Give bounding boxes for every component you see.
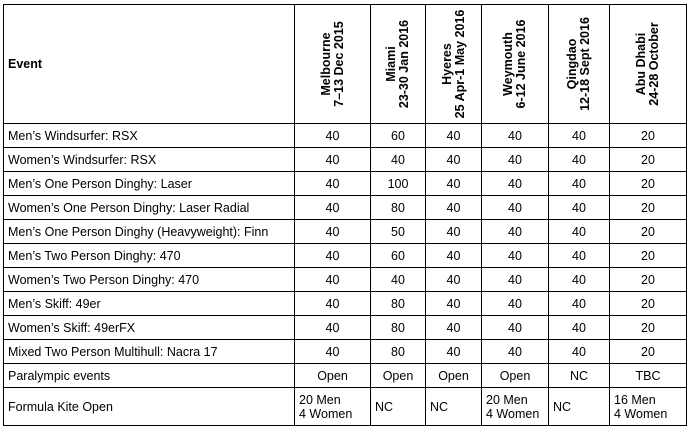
table-row [4,268,687,292]
table-row [4,172,687,196]
quota-cell [549,388,610,426]
quota-cell: 40 [482,148,549,172]
venue-name: Abu Dhabi [634,32,648,96]
quota-cell: 20 [610,124,687,148]
table-row [4,340,687,364]
quota-line: 4 Women [614,406,668,421]
quota-cell: 40 [371,268,426,292]
quota-cell: 40 [426,196,482,220]
quota-cell: 40 [549,268,610,292]
quota-cell: 20 [610,340,687,364]
venue-header-weymouth [482,5,549,124]
quota-cell: 40 [482,124,549,148]
quota-cell: 40 [426,172,482,196]
table-row [4,292,687,316]
quota-line: 16 Men [614,392,656,407]
venue-dates: 23-30 Jan 2016 [397,19,411,109]
quota-cell [426,388,482,426]
quota-cell: 40 [295,244,371,268]
quota-cell: 40 [295,148,371,172]
quota-cell: 40 [426,124,482,148]
quota-cell: 40 [549,220,610,244]
venue-header-melbourne [295,5,371,124]
event-name-cell: Women’s Skiff: 49erFX [4,316,295,340]
quota-cell: NC [549,364,610,388]
venue-name: Melbourne [318,32,333,96]
quota-cell: 40 [549,292,610,316]
quota-cell: 40 [295,292,371,316]
event-name-cell: Paralympic events [4,364,295,388]
venue-name: Weymouth [501,32,515,96]
quota-cell: 40 [549,124,610,148]
table-row [4,364,687,388]
quota-cell: TBC [610,364,687,388]
event-name-cell: Women’s One Person Dinghy: Laser Radial [4,196,295,220]
quota-cell: 40 [295,316,371,340]
event-column-header: Event [4,5,295,124]
header-row [4,5,687,124]
venue-dates: 7–13 Dec 2015 [331,21,346,107]
table-row [4,148,687,172]
table-row [4,388,687,426]
quota-line: NC [553,399,572,414]
quota-cell: 40 [482,316,549,340]
venue-dates: 6-12 June 2016 [514,19,528,109]
quota-cell [295,388,371,426]
quota-cell: 40 [295,340,371,364]
quota-cell [482,388,549,426]
quota-cell: 40 [482,196,549,220]
quota-cell: Open [371,364,426,388]
quota-line: 4 Women [299,406,353,421]
table-row [4,244,687,268]
event-name-cell: Men’s Two Person Dinghy: 470 [4,244,295,268]
quota-cell: 20 [610,220,687,244]
quota-cell: 80 [371,316,426,340]
events-table [3,4,687,426]
venue-header-qingdao [549,5,610,124]
quota-cell: 40 [295,268,371,292]
event-name-cell: Men’s One Person Dinghy: Laser [4,172,295,196]
event-name-cell: Women’s Two Person Dinghy: 470 [4,268,295,292]
table-row [4,316,687,340]
quota-cell: 40 [426,340,482,364]
quota-cell: 40 [482,292,549,316]
quota-cell: 80 [371,292,426,316]
quota-cell: 40 [426,316,482,340]
venue-header-hyeres [426,5,482,124]
venue-name: Qingdao [565,38,579,90]
venue-name: Miami [384,46,398,82]
event-name-cell: Men’s Windsurfer: RSX [4,124,295,148]
quota-cell: 40 [295,172,371,196]
event-name-cell: Mixed Two Person Multihull: Nacra 17 [4,340,295,364]
quota-cell: 40 [482,244,549,268]
quota-cell: 40 [482,340,549,364]
quota-cell: 40 [549,316,610,340]
quota-cell: 20 [610,316,687,340]
quota-line: 20 Men [486,392,528,407]
quota-cell: 40 [295,196,371,220]
quota-cell: 20 [610,292,687,316]
quota-cell: 20 [610,196,687,220]
quota-cell: 40 [482,172,549,196]
quota-cell: 40 [549,244,610,268]
quota-cell [610,388,687,426]
quota-cell: 20 [610,244,687,268]
quota-cell: Open [482,364,549,388]
quota-cell: 40 [426,268,482,292]
quota-cell [371,388,426,426]
quota-cell: 20 [610,172,687,196]
quota-cell: 80 [371,196,426,220]
quota-cell: 40 [482,220,549,244]
venue-header-miami [371,5,426,124]
quota-cell: 20 [610,268,687,292]
event-name-cell: Men’s One Person Dinghy (Heavyweight): Finn [4,220,295,244]
quota-cell: 20 [610,148,687,172]
quota-cell: Open [426,364,482,388]
event-name-cell: Formula Kite Open [4,388,295,426]
quota-line: 20 Men [299,392,341,407]
table-row [4,124,687,148]
venue-header-abu-dhabi [610,5,687,124]
quota-cell: 100 [371,172,426,196]
quota-cell: Open [295,364,371,388]
quota-cell: 40 [371,148,426,172]
venue-dates: 25 Apr-1 May 2016 [452,9,467,119]
quota-cell: 40 [426,244,482,268]
quota-cell: 40 [549,172,610,196]
quota-cell: 40 [482,268,549,292]
event-name-cell: Men’s Skiff: 49er [4,292,295,316]
event-name-cell: Women’s Windsurfer: RSX [4,148,295,172]
quota-cell: 40 [549,148,610,172]
quota-cell: 40 [426,220,482,244]
quota-cell: 40 [549,196,610,220]
quota-line: NC [375,399,394,414]
venue-name: Hyeres [439,43,454,85]
table-row [4,220,687,244]
quota-cell: 40 [426,148,482,172]
quota-line: 4 Women [486,406,540,421]
quota-cell: 50 [371,220,426,244]
quota-cell: 40 [295,220,371,244]
quota-cell: 60 [371,124,426,148]
table-row [4,196,687,220]
quota-cell: 80 [371,340,426,364]
quota-cell: 40 [426,292,482,316]
venue-dates: 24-28 October [647,22,661,106]
venue-dates: 12-18 Sept 2016 [578,17,592,111]
quota-cell: 40 [295,124,371,148]
quota-line: NC [430,399,449,414]
quota-cell: 60 [371,244,426,268]
quota-cell: 40 [549,340,610,364]
